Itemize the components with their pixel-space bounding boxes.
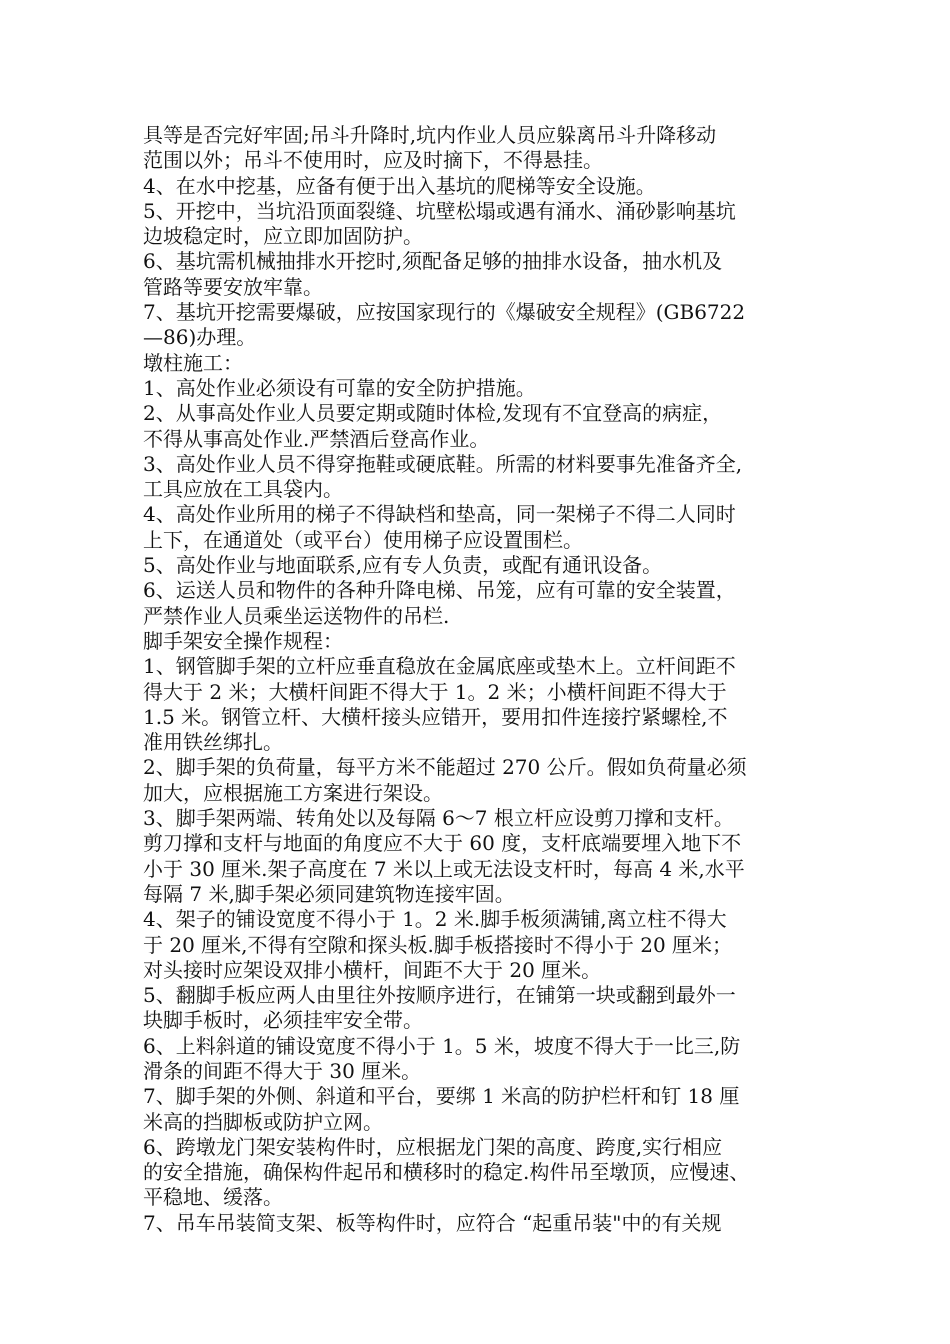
text-line: 于 20 厘米,不得有空隙和探头板.脚手板搭接时不得小于 20 厘米；: [143, 932, 733, 957]
text-line: 管路等要安放牢靠。: [143, 274, 323, 299]
text-line: 对头接时应架设双排小横杆，间距不大于 20 厘米。: [143, 957, 602, 982]
text-line: 4、在水中挖基，应备有便于出入基坑的爬梯等安全设施。: [143, 173, 656, 198]
text-line: 2、从事高处作业人员要定期或随时体检,发现有不宜登高的病症，: [143, 401, 723, 426]
text-line: 不得从事高处作业.严禁酒后登高作业。: [143, 426, 490, 451]
text-line: —86)办理。: [143, 325, 257, 350]
text-line: 1.5 米。钢管立杆、大横杆接头应错开，要用扣件连接拧紧螺栓,不: [143, 704, 728, 729]
text-line: 边坡稳定时，应立即加固防护。: [143, 224, 423, 249]
text-line: 6、跨墩龙门架安装构件时，应根据龙门架的高度、跨度,实行相应: [143, 1134, 723, 1159]
text-line: 剪刀撑和支杆与地面的角度应不大于 60 度，支杆底端要埋入地下不: [143, 831, 742, 856]
text-line: 范围以外；吊斗不使用时，应及时摘下，不得悬挂。: [143, 148, 603, 173]
text-line: 3、脚手架两端、转角处以及每隔 6～7 根立杆应设剪刀撑和支杆。: [143, 806, 734, 831]
text-line: 5、翻脚手板应两人由里往外按顺序进行，在铺第一块或翻到最外一: [143, 983, 736, 1008]
text-line: 块脚手板时，必须挂牢安全带。: [143, 1008, 423, 1033]
text-line: 7、基坑开挖需要爆破，应按国家现行的《爆破安全规程》(GB6722: [143, 300, 746, 325]
text-line: 6、基坑需机械抽排水开挖时,须配备足够的抽排水设备，抽水机及: [143, 249, 723, 274]
text-line: 1、钢管脚手架的立杆应垂直稳放在金属底座或垫木上。立杆间距不: [143, 654, 736, 679]
text-line: 7、脚手架的外侧、斜道和平台，要绑 1 米高的防护栏杆和钉 18 厘: [143, 1084, 740, 1109]
text-line: 5、开挖中，当坑沿顶面裂缝、坑壁松塌或遇有涌水、涌砂影响基坑: [143, 198, 736, 223]
text-line: 得大于 2 米；大横杆间距不得大于 1。2 米；小横杆间距不得大于: [143, 679, 727, 704]
text-line: 具等是否完好牢固;吊斗升降时,坑内作业人员应躲离吊斗升降移动: [143, 123, 717, 147]
text-line: 6、上料斜道的铺设宽度不得小于 1。5 米，坡度不得大于一比三,防: [143, 1033, 741, 1058]
text-line: 3、高处作业人员不得穿拖鞋或硬底鞋。所需的材料要事先准备齐全,: [143, 451, 743, 476]
text-line: 准用铁丝绑扎。: [143, 730, 283, 755]
text-line: 的安全措施，确保构件起吊和横移时的稳定.构件吊至墩顶，应慢速、: [143, 1160, 750, 1185]
text-line: 5、高处作业与地面联系,应有专人负责，或配有通讯设备。: [143, 553, 663, 578]
document-body: [143, 123, 808, 1236]
text-line: 加大，应根据施工方案进行架设。: [143, 780, 443, 805]
text-line: 6、运送人员和物件的各种升降电梯、吊笼，应有可靠的安全装置，: [143, 578, 736, 603]
text-line: 米高的挡脚板或防护立网。: [143, 1109, 383, 1134]
text-line: 严禁作业人员乘坐运送物件的吊栏.: [143, 603, 450, 628]
text-line: 上下，在通道处（或平台）使用梯子应设置围栏。: [143, 527, 583, 552]
text-line: 滑条的间距不得大于 30 厘米。: [143, 1058, 422, 1083]
section-heading: 墩柱施工：: [143, 350, 243, 375]
text-line: 7、吊车吊装简支架、板等构件时，应符合 “起重吊装"中的有关规: [143, 1210, 722, 1235]
text-line: 平稳地、缓落。: [143, 1185, 283, 1210]
text-line: 1、高处作业必须设有可靠的安全防护措施。: [143, 375, 536, 400]
text-line: 4、架子的铺设宽度不得小于 1。2 米.脚手板须满铺,离立柱不得大: [143, 907, 727, 932]
text-line: 每隔 7 米,脚手架必须同建筑物连接牢固。: [143, 881, 515, 906]
text-line: 2、脚手架的负荷量，每平方米不能超过 270 公斤。假如负荷量必须: [143, 755, 747, 780]
text-line: 4、高处作业所用的梯子不得缺档和垫高，同一架梯子不得二人同时: [143, 502, 736, 527]
text-line: 工具应放在工具袋内。: [143, 477, 343, 502]
section-heading: 脚手架安全操作规程：: [143, 628, 343, 653]
text-line: 小于 30 厘米.架子高度在 7 米以上或无法设支杆时，每高 4 米,水平: [143, 856, 745, 881]
